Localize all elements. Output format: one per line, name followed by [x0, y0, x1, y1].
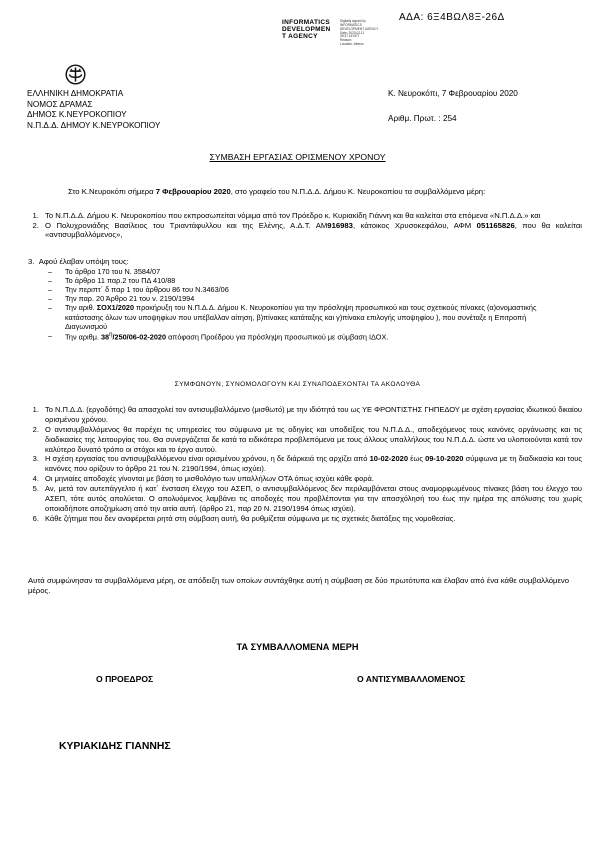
legal-basis-item: – Την αριθμ. $38^\eta/250/06-02-2020$ απόφαση Προέδρου για πρόσληψη προσωπικού με σύμβαση ΙΔΟΧ.	[48, 331, 563, 342]
contract-term: 2. Ο αντισυμβαλλόμενος θα παρέχει τις υπηρεσίες του σύμφωνα με τις οδηγίες και υποδείξεις του Ν.Π.Δ.Δ., αποδεχόμενος τους κανόνες οργάνωσης και τις διαδικασίες της λειτουργίας του. Θα συνεργάζεται δε κατά τα ειδικότερα προβλεπόμενα με τους άλλους υπαλλήλους του Ν.Π.Δ.Δ. ώστε να υλοποιούνται κατά τον καλύτερο δυνατό τρόπο οι στόχοι και το έργο αυτού.	[41, 425, 582, 455]
contract-term: 6. Κάθε ζήτημα που δεν αναφέρεται ρητά στη σύμβαση αυτή, θα ρυθμίζεται σύμφωνα με τις σχετικές διατάξεις της νομοθεσίας.	[41, 514, 582, 524]
legal-basis-item: – Την παρ. 20 Άρθρο 21 του ν. 2190/1994	[48, 294, 563, 303]
signature-label-president: Ο ΠΡΟΕΔΡΟΣ	[96, 674, 154, 684]
document-date: Κ. Νευροκόπι, 7 Φεβρουαρίου 2020	[388, 89, 518, 98]
issuer-header: ΕΛΛΗΝΙΚΗ ΔΗΜΟΚΡΑΤΙΑ ΝΟΜΟΣ ΔΡΑΜΑΣ ΔΗΜΟΣ Κ.ΝΕΥΡΟΚΟΠΙΟΥ Ν.Π.Δ.Δ. ΔΗΜΟΥ Κ.ΝΕΥΡΟΚΟΠΙΟΥ	[27, 89, 161, 130]
digital-signature-stamp: Digitally signed by INFORMATICS DEVELOPMENT AGENCY Date: 2020.02.11 09:37:16 EET Reason: Location: Athens	[340, 19, 379, 47]
contract-term: 5. Αν, μετά τον αυτεπάγγελτο ή κατ΄ ένσταση έλεγχο του ΑΣΕΠ, ο αντισυμβαλλόμενος δεν περιλαμβάνεται στους αναμορφωμένους πίνακες βάση του έλεγχο του ΑΣΕΠ, τότε αυτός απολύεται. Ο απολυόμενος λαμβάνει τις αποδοχές που προβλέπονται για την απασχόλησή του έως την ημέρα της απόλυσης του χωρίς οποιαδήποτε αποζημίωση από την αιτία αυτή. (άρθρο 21, παρ 20 Ν. 2190/1994 όπως ισχύει).	[41, 484, 582, 514]
party-first: 1. Το Ν.Π.Δ.Δ. Δήμου Κ. Νευροκοπίου που εκπροσωπείται νόμιμα από τον Πρόεδρο κ. Κυριακίδη Γιάννη και θα καλείται στα επόμενα «Ν.Π.Δ.Δ.» και	[41, 211, 582, 221]
legal-basis-item: – Το άρθρο 11 παρ.2 του ΠΔ 410/88	[48, 276, 563, 285]
ada-code: ΑΔΑ: 6Ξ4ΒΩΛ8Ξ-26Δ	[399, 12, 505, 23]
considerations-intro: 3. Αφού έλαβαν υπόψη τους:	[28, 257, 129, 266]
legal-basis-list	[48, 267, 563, 341]
signature-logo-text: INFORMATICS DEVELOPMEN T AGENCY	[282, 19, 331, 40]
document-title: ΣΥΜΒΑΣΗ ΕΡΓΑΣΙΑΣ ΟΡΙΣΜΕΝΟΥ ΧΡΟΝΟΥ	[209, 152, 386, 162]
parties-list	[28, 211, 582, 240]
parties-heading: ΤΑ ΣΥΜΒΑΛΛΟΜΕΝΑ ΜΕΡΗ	[236, 642, 359, 652]
protocol-number: Αριθμ. Πρωτ. : 254	[388, 114, 457, 123]
legal-basis-item: – Την περιπτ΄ δ παρ 1 του άρθρου 86 του Ν.3463/06	[48, 285, 563, 294]
signature-label-contractor: Ο ΑΝΤΙΣΥΜΒΑΛΛΟΜΕΝΟΣ	[357, 674, 466, 684]
contract-term: 3. Η σχέση εργασίας του αντισυμβαλλόμενου είναι ορισμένου χρόνου, η δε διάρκειά της αρχίζει από 10-02-2020 έως 09-10-2020 σύμφωνα με τη διαδικασία και τους κανόνες που ορίζουν το άρθρο 21 του Ν. 2190/1994, όπως ισχύει).	[41, 454, 582, 474]
agreement-heading: ΣΥΜΦΩΝΟΥΝ, ΣΥΝΟΜΟΛΟΓΟΥΝ ΚΑΙ ΣΥΝΑΠΟΔΕΧΟΝΤΑΙ ΤΑ ΑΚΟΛΟΥΘΑ	[174, 381, 421, 388]
legal-basis-item: – Την αριθ. ΣΟΧ1/2020 προκήρυξη του Ν.Π.Δ.Δ. Δήμου Κ. Νευροκοπίου για την πρόσληψη προσωπικού και τους σχετικούς πίνακες (α)ονομαστικής κατάστασης όλων των υποψηφίων που υπέβαλλαν αίτηση, β)πίνακες κατάταξης και γ)πίνακα επιλογής υποψηφίου ), που συνέταξε η Επιτροπή Διαγωνισμού	[48, 303, 563, 330]
contract-terms-list	[28, 405, 582, 524]
intro-paragraph: Στο Κ.Νευροκόπι σήμερα 7 Φεβρουαρίου 2020, στο γραφείο του Ν.Π.Δ.Δ. Δήμου Κ. Νευροκοπίου τα συμβαλλόμενα μέρη:	[68, 187, 486, 196]
contract-term: 1. Το Ν.Π.Δ.Δ. (εργοδότης) θα απασχολεί τον αντισυμβαλλόμενο (μισθωτό) με την ιδιότητά του ως ΥΕ ΦΡΟΝΤΙΣΤΗΣ ΓΗΠΕΔΟΥ με σχέση εργασίας ιδιωτικού δικαίου ορισμένου χρόνου.	[41, 405, 582, 425]
party-second: 2. Ο Πολυχρονιάδης Βασίλειος του Τριαντάφυλλου και της Ελένης, Α.Δ.Τ. ΑΜ916983, κάτοικος Χρυσοκεφάλου, ΑΦΜ 051165826, που θα καλείται «αντισυμβαλλόμενος»,	[41, 221, 582, 240]
contract-term: 4. Οι μηνιαίες αποδοχές γίνονται με βάση το μισθολόγιο των υπαλλήλων ΟΤΑ όπως ισχύει κάθε φορά.	[41, 474, 582, 484]
greek-emblem-icon	[65, 64, 86, 85]
closing-paragraph: Αυτά συμφώνησαν τα συμβαλλόμενα μέρη, σε απόδειξη των οποίων συντάχθηκε αυτή η σύμβαση σε δύο πρωτότυπα και έλαβαν από ένα κάθε συμβαλλόμενο μέρος.	[28, 576, 569, 596]
legal-basis-item: – Το άρθρο 170 του Ν. 3584/07	[48, 267, 563, 276]
signer-name: ΚΥΡΙΑΚΙΔΗΣ ΓΙΑΝΝΗΣ	[59, 741, 171, 752]
